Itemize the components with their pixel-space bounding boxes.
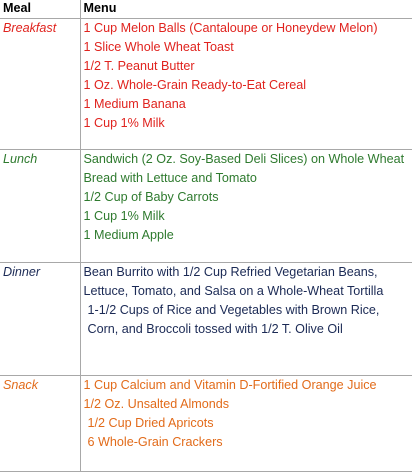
lunch-label: Lunch	[0, 150, 80, 263]
menu-column-header: Menu	[80, 0, 412, 19]
menu-item: 1 Cup Calcium and Vitamin D-Fortified Orange Juice	[83, 378, 377, 392]
menu-item: 1 Medium Banana	[83, 97, 186, 111]
menu-item: 1/2 Oz. Unsalted Almonds	[83, 397, 230, 411]
breakfast-label: Breakfast	[0, 19, 80, 150]
menu-item: 1/2 Cup Dried Apricots	[87, 416, 214, 430]
snack-row	[0, 376, 412, 472]
menu-item: 1 Cup Melon Balls (Cantaloupe or Honeydew Melon)	[83, 21, 378, 35]
dinner-label: Dinner	[0, 263, 80, 376]
dinner-row	[0, 263, 412, 376]
lunch-menu	[80, 150, 412, 263]
menu-item: 6 Whole-Grain Crackers	[87, 435, 223, 449]
breakfast-row	[0, 19, 412, 150]
menu-item: 1 Slice Whole Wheat Toast	[83, 40, 234, 54]
menu-item: 1-1/2 Cups of Rice and Vegetables with Brown Rice, Corn, and Broccoli tossed with 1/2 T. Olive Oil	[87, 303, 380, 336]
menu-item: 1 Cup 1% Milk	[83, 116, 165, 130]
menu-item: 1 Medium Apple	[83, 228, 174, 242]
menu-item: Sandwich (2 Oz. Soy-Based Deli Slices) on Whole Wheat Bread with Lettuce and Tomato	[83, 152, 405, 185]
breakfast-menu	[80, 19, 412, 150]
menu-item: Bean Burrito with 1/2 Cup Refried Vegetarian Beans, Lettuce, Tomato, and Salsa on a Whole-Wheat Tortilla	[83, 265, 384, 298]
lunch-row	[0, 150, 412, 263]
header-row	[0, 0, 412, 19]
snack-menu	[80, 376, 412, 472]
menu-item: 1 Oz. Whole-Grain Ready-to-Eat Cereal	[83, 78, 307, 92]
menu-item: 1 Cup 1% Milk	[83, 209, 165, 223]
dinner-menu	[80, 263, 412, 376]
snack-label: Snack	[0, 376, 80, 472]
menu-item: 1/2 Cup of Baby Carrots	[83, 190, 219, 204]
meal-column-header: Meal	[0, 0, 80, 19]
menu-item: 1/2 T. Peanut Butter	[83, 59, 195, 73]
